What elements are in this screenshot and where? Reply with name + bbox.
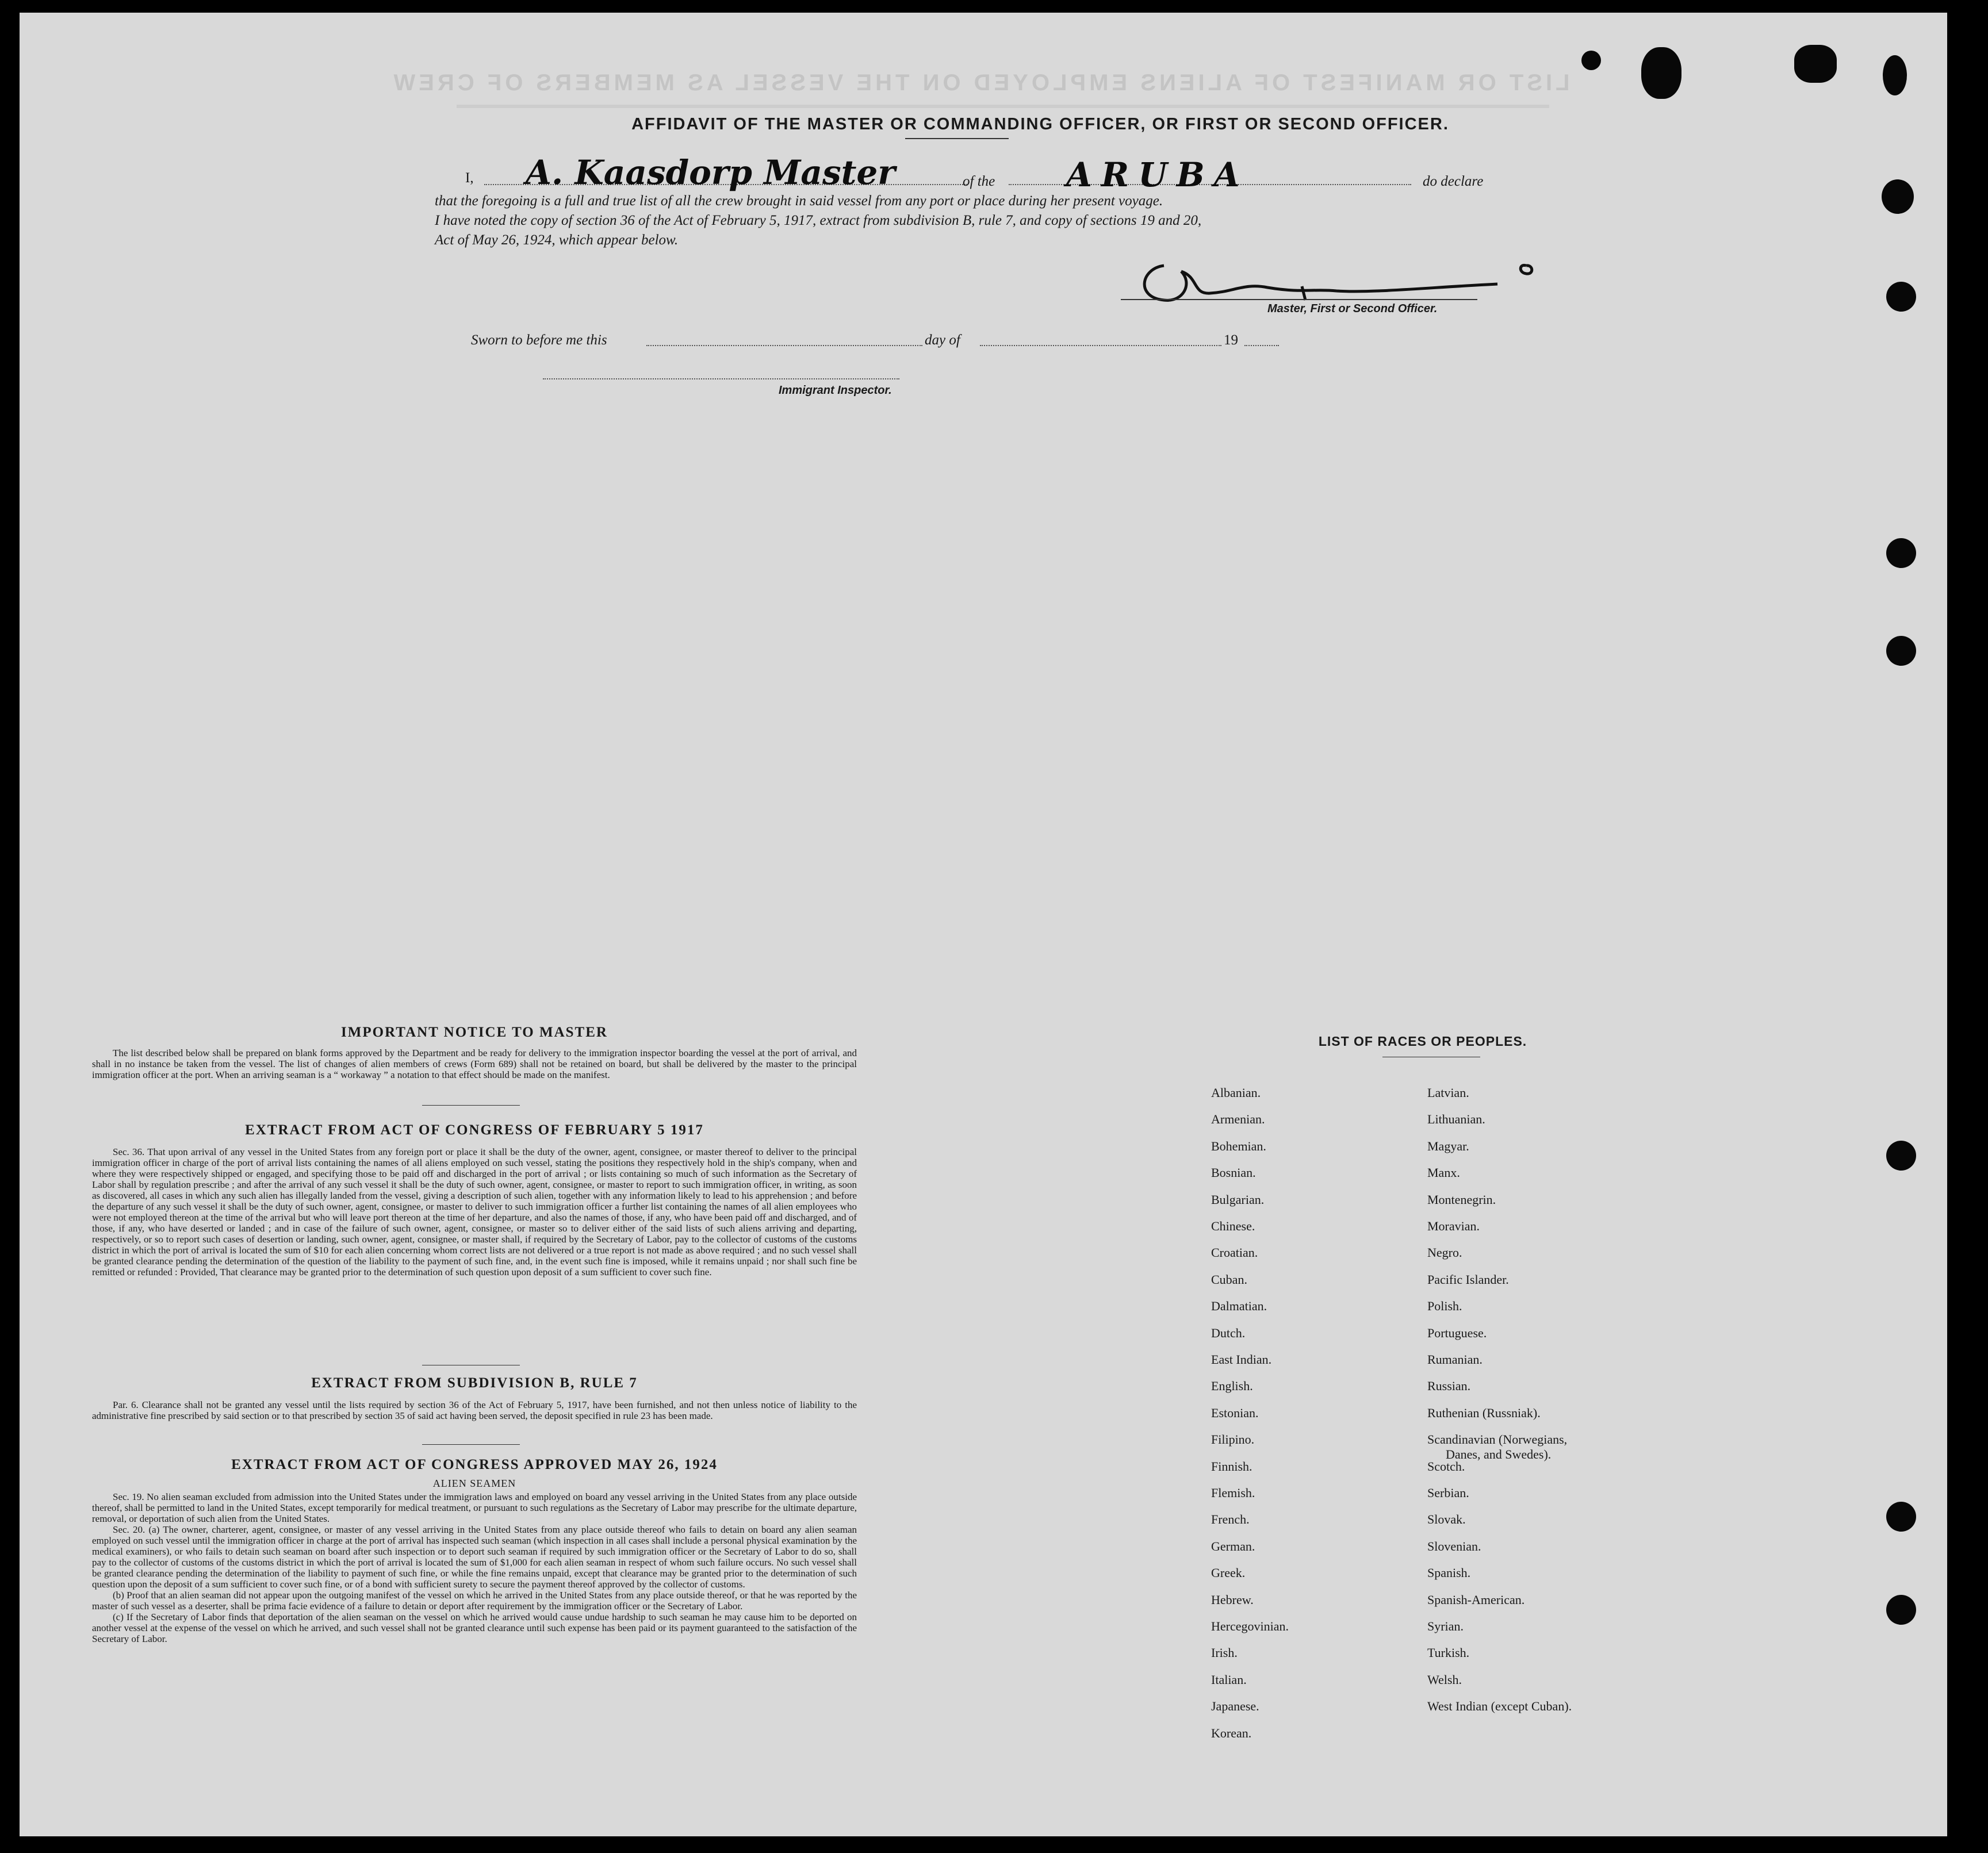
race-right-item: Russian. bbox=[1427, 1379, 1471, 1394]
race-right-item: Polish. bbox=[1427, 1299, 1462, 1314]
year-label: 19 bbox=[1224, 332, 1238, 348]
extract2-title: EXTRACT FROM SUBDIVISION B, RULE 7 bbox=[311, 1375, 638, 1391]
sec20c-paragraph: (c) If the Secretary of Labor finds that deportation of the alien seaman on the vessel on which he arrived would cause undue hardship to such seaman he may cause him to be deported on another vessel at the expense of the vessel on which he arrived, and such vessel shall not be granted clearance until such expense has been paid or its payment guaranteed to the satisfaction of the Secretary of Labor. bbox=[92, 1612, 857, 1644]
inspector-signature-line bbox=[543, 378, 899, 379]
notice-body: The list described below shall be prepared on blank forms approved by the Department and be ready for delivery to the immigration inspector boarding the vessel at the port of arrival, and shall in no instance be taken from the vessel. The list of changes of alien members of crews (Form 689) shall not be retained on board, but shall be delivered by the master to the principal immigration officer at the port. When an arriving seaman is a “ workaway ” a notation to that effect should be made on the manifest. bbox=[92, 1048, 857, 1080]
blot-2 bbox=[1641, 47, 1681, 99]
punch-hole-3 bbox=[1886, 538, 1916, 568]
bleed-through-line bbox=[457, 105, 1549, 108]
blot-3 bbox=[1794, 45, 1837, 83]
race-left-item: English. bbox=[1211, 1379, 1253, 1394]
declare-label: do declare bbox=[1423, 174, 1484, 189]
extract1-title: EXTRACT FROM ACT OF CONGRESS OF FEBRUARY 5 1917 bbox=[245, 1122, 704, 1138]
race-right-item: Welsh. bbox=[1427, 1672, 1462, 1687]
notice-divider bbox=[422, 1105, 520, 1106]
race-left-item: Bosnian. bbox=[1211, 1165, 1256, 1180]
title-divider bbox=[905, 138, 1009, 139]
punch-hole-1 bbox=[1882, 179, 1914, 214]
race-left-item: Armenian. bbox=[1211, 1112, 1265, 1127]
sec20a-paragraph: Sec. 20. (a) The owner, charterer, agent, consignee, or master of any vessel arriving in the United States from any place outside thereof who fails to detain on board any alien seaman employed on such vessel until the immigration officer in charge at the port of arrival has inspected such seaman (which inspection in all cases shall include a personal physical examination by the medical examiners), or who fails to detain such seaman on board after such inspection or to deport such seaman if required by such immigration officer or the Secretary of Labor to do so, shall pay to the collector of customs of the customs district in which the port of arrival is located the sum of $1,000 for each alien seaman in respect of whom such failure occurs. No such vessel shall be granted clearance pending the determination of the liability to payment of such fine, or while the fine remains unpaid, except that clearance may be granted prior to the determination of such question upon the deposit of a sum sufficient to cover such fine, or of a bond with sufficient surety to secure the payment thereof approved by the collector of customs. bbox=[92, 1524, 857, 1590]
race-left-item: Hercegovinian. bbox=[1211, 1619, 1289, 1633]
race-left-item: Dalmatian. bbox=[1211, 1299, 1267, 1314]
races-title: LIST OF RACES OR PEOPLES. bbox=[1318, 1034, 1527, 1049]
race-left-item: Chinese. bbox=[1211, 1219, 1255, 1233]
race-left-item: Japanese. bbox=[1211, 1699, 1259, 1714]
race-left-item: Croatian. bbox=[1211, 1245, 1258, 1260]
race-left-item: German. bbox=[1211, 1539, 1255, 1553]
affidavit-i-label: I, bbox=[465, 170, 474, 186]
sec19-paragraph: Sec. 19. No alien seaman excluded from admission into the United States under the immigration laws and employed on board any vessel arriving in the United States from any place outside thereof, shall be permitted to land in the United States, except temporarily for medical treatment, or pursuant to such regulations as the Secretary of Labor may prescribe for the ultimate departure, removal, or deportation of such alien from the United States. bbox=[92, 1491, 857, 1524]
sworn-month-line bbox=[980, 345, 1221, 346]
race-right-item: Lithuanian. bbox=[1427, 1112, 1485, 1127]
extract3-subtitle: ALIEN SEAMEN bbox=[432, 1478, 516, 1489]
race-right-item: Turkish. bbox=[1427, 1645, 1470, 1660]
race-left-item: Flemish. bbox=[1211, 1486, 1255, 1500]
race-right-item: Latvian. bbox=[1427, 1085, 1469, 1100]
vessel-name-handwritten: ARUBA bbox=[1066, 155, 1249, 194]
race-left-item: Hebrew. bbox=[1211, 1592, 1254, 1607]
manifest-sheet bbox=[20, 13, 1947, 1836]
race-right-item: Pacific Islander. bbox=[1427, 1272, 1509, 1287]
race-left-item: East Indian. bbox=[1211, 1352, 1272, 1367]
race-left-item: Cuban. bbox=[1211, 1272, 1247, 1287]
race-right-item: Magyar. bbox=[1427, 1138, 1469, 1153]
of-the-label: of the bbox=[963, 174, 995, 189]
race-right-item: Negro. bbox=[1427, 1245, 1462, 1260]
affidavit-title: AFFIDAVIT OF THE MASTER OR COMMANDING OFFICER, OR FIRST OR SECOND OFFICER. bbox=[631, 115, 1449, 133]
race-left-item: Dutch. bbox=[1211, 1325, 1246, 1340]
notice-title: IMPORTANT NOTICE TO MASTER bbox=[341, 1025, 608, 1040]
day-of-label: day of bbox=[925, 332, 960, 348]
race-left-item: Estonian. bbox=[1211, 1405, 1259, 1420]
race-left-item: Albanian. bbox=[1211, 1085, 1261, 1100]
sec20b-paragraph: (b) Proof that an alien seaman did not appear upon the outgoing manifest of the vessel on which he arrived in the United States from any place outside thereof, or that he was reported by the master of such vessel as a deserter, shall be prima facie evidence of a failure to detain or deport after requirement by the immigration officer or the Secretary of Labor. bbox=[92, 1590, 857, 1612]
extract3-body bbox=[92, 1491, 857, 1644]
race-left-item: French. bbox=[1211, 1512, 1250, 1527]
race-right-item: Montenegrin. bbox=[1427, 1192, 1496, 1207]
affidavit-line-3: I have noted the copy of section 36 of the Act of February 5, 1917, extract from subdivision B, rule 7, and copy of sections 19 and 20, bbox=[435, 213, 1202, 228]
inspector-caption: Immigrant Inspector. bbox=[779, 384, 892, 397]
affidavit-line-4: Act of May 26, 1924, which appear below. bbox=[435, 232, 679, 248]
extract3-title: EXTRACT FROM ACT OF CONGRESS APPROVED MAY 26, 1924 bbox=[231, 1457, 718, 1472]
punch-hole-4 bbox=[1886, 636, 1916, 666]
blot-1 bbox=[1581, 51, 1601, 70]
signature-caption: Master, First or Second Officer. bbox=[1267, 302, 1438, 315]
race-right-item: Slovak. bbox=[1427, 1512, 1466, 1527]
race-right-item: West Indian (except Cuban). bbox=[1427, 1699, 1572, 1714]
race-right-item: Ruthenian (Russniak). bbox=[1427, 1405, 1541, 1420]
extract1-body: Sec. 36. That upon arrival of any vessel in the United States from any foreign port or place it shall be the duty of the owner, agent, consignee, or master thereof to deliver to the principal immigration officer in charge of the port of arrival lists containing the names of all aliens employed on such vessel, stating the positions they respectively hold in the ship's company, when and where they were respectively shipped or engaged, and specifying those to be paid off and discharged in the port of arrival ; or lists containing so much of such information as the Secretary of Labor shall by regulation prescribe ; and after the arrival of any such vessel it shall be the duty of such owner, agent, consignee, or master to report to such immigration officer, in writing, as soon as discovered, all cases in which any such alien has illegally landed from the vessel, giving a description of such alien, together with any information likely to lead to his apprehension ; and before the departure of any such vessel it shall be the duty of such owner, agent, consignee, or master to deliver to such immigration officer a further list containing the names of all alien employees who were not employed thereon at the time of the arrival but who will leave port thereon at the time of her departure, and also the names of those, if any, who have been paid off and discharged, and of those, if any, who have deserted or landed ; and in case of the failure of such owner, agent, consignee, or master so to deliver either of the said lists of such aliens arriving and departing, respectively, or so to report such cases of desertion or landing, such owner, agent, consignee, or master shall, if required by the Secretary of Labor, pay to the collector of customs of the customs district in which the port of arrival is located the sum of $10 for each alien concerning whom correct lists are not delivered or a true report is not made as above required ; and no such vessel shall be granted clearance pending the determination of the question of the liability to the payment of such fine, and, in the event such fine is imposed, while it remains unpaid ; nor shall such fine be remitted or refunded : Provided, That clearance may be granted prior to the determination of such question upon deposit of a sum sufficient to cover such fine. bbox=[92, 1146, 857, 1277]
race-right-item: Moravian. bbox=[1427, 1219, 1480, 1233]
race-right-item: Spanish. bbox=[1427, 1566, 1471, 1580]
race-right-item: Scotch. bbox=[1427, 1459, 1465, 1474]
race-left-item: Bulgarian. bbox=[1211, 1192, 1265, 1207]
race-right-item: Scandinavian (Norwegians, bbox=[1427, 1432, 1568, 1447]
race-right-item: Serbian. bbox=[1427, 1486, 1469, 1500]
signature-line bbox=[1121, 299, 1477, 300]
race-left-item: Bohemian. bbox=[1211, 1138, 1266, 1153]
race-right-item: Syrian. bbox=[1427, 1619, 1464, 1633]
extract2-divider bbox=[422, 1444, 520, 1445]
race-right-item: Manx. bbox=[1427, 1165, 1460, 1180]
race-left-item: Filipino. bbox=[1211, 1432, 1255, 1447]
race-left-item: Irish. bbox=[1211, 1645, 1238, 1660]
race-left-item: Korean. bbox=[1211, 1725, 1252, 1740]
affidavit-line-2: that the foregoing is a full and true list of all the crew brought in said vessel from any port or place during her present voyage. bbox=[435, 193, 1163, 209]
punch-hole-2 bbox=[1886, 282, 1916, 312]
punch-hole-5 bbox=[1886, 1141, 1916, 1171]
blot-4 bbox=[1883, 55, 1907, 95]
race-left-item: Greek. bbox=[1211, 1566, 1246, 1580]
race-left-item: Italian. bbox=[1211, 1672, 1247, 1687]
race-right-item: Spanish-American. bbox=[1427, 1592, 1525, 1607]
sworn-day-line bbox=[646, 345, 922, 346]
sworn-year-line bbox=[1244, 345, 1279, 346]
extract2-body: Par. 6. Clearance shall not be granted any vessel until the lists required by section 36 of the Act of February 5, 1917, have been furnished, and not then unless notice of liability to the administrative fine prescribed by said section or to that prescribed by section 35 of said act having been served, the deposit specified in rule 23 has been made. bbox=[92, 1399, 857, 1421]
punch-hole-6 bbox=[1886, 1502, 1916, 1532]
race-right-item: Rumanian. bbox=[1427, 1352, 1483, 1367]
punch-hole-7 bbox=[1886, 1595, 1916, 1625]
race-right-item: Portuguese. bbox=[1427, 1325, 1487, 1340]
race-right-item: Danes, and Swedes). bbox=[1446, 1447, 1552, 1462]
bleed-through-heading: LIST OR MANIFEST OF ALIENS EMPLOYED ON THE VESSEL AS MEMBERS OF CREW bbox=[390, 70, 1570, 95]
race-right-item: Slovenian. bbox=[1427, 1539, 1481, 1553]
sworn-label: Sworn to before me this bbox=[471, 332, 607, 348]
race-left-item: Finnish. bbox=[1211, 1459, 1252, 1474]
master-name-handwritten: A. Kaasdorp Master bbox=[526, 153, 895, 192]
